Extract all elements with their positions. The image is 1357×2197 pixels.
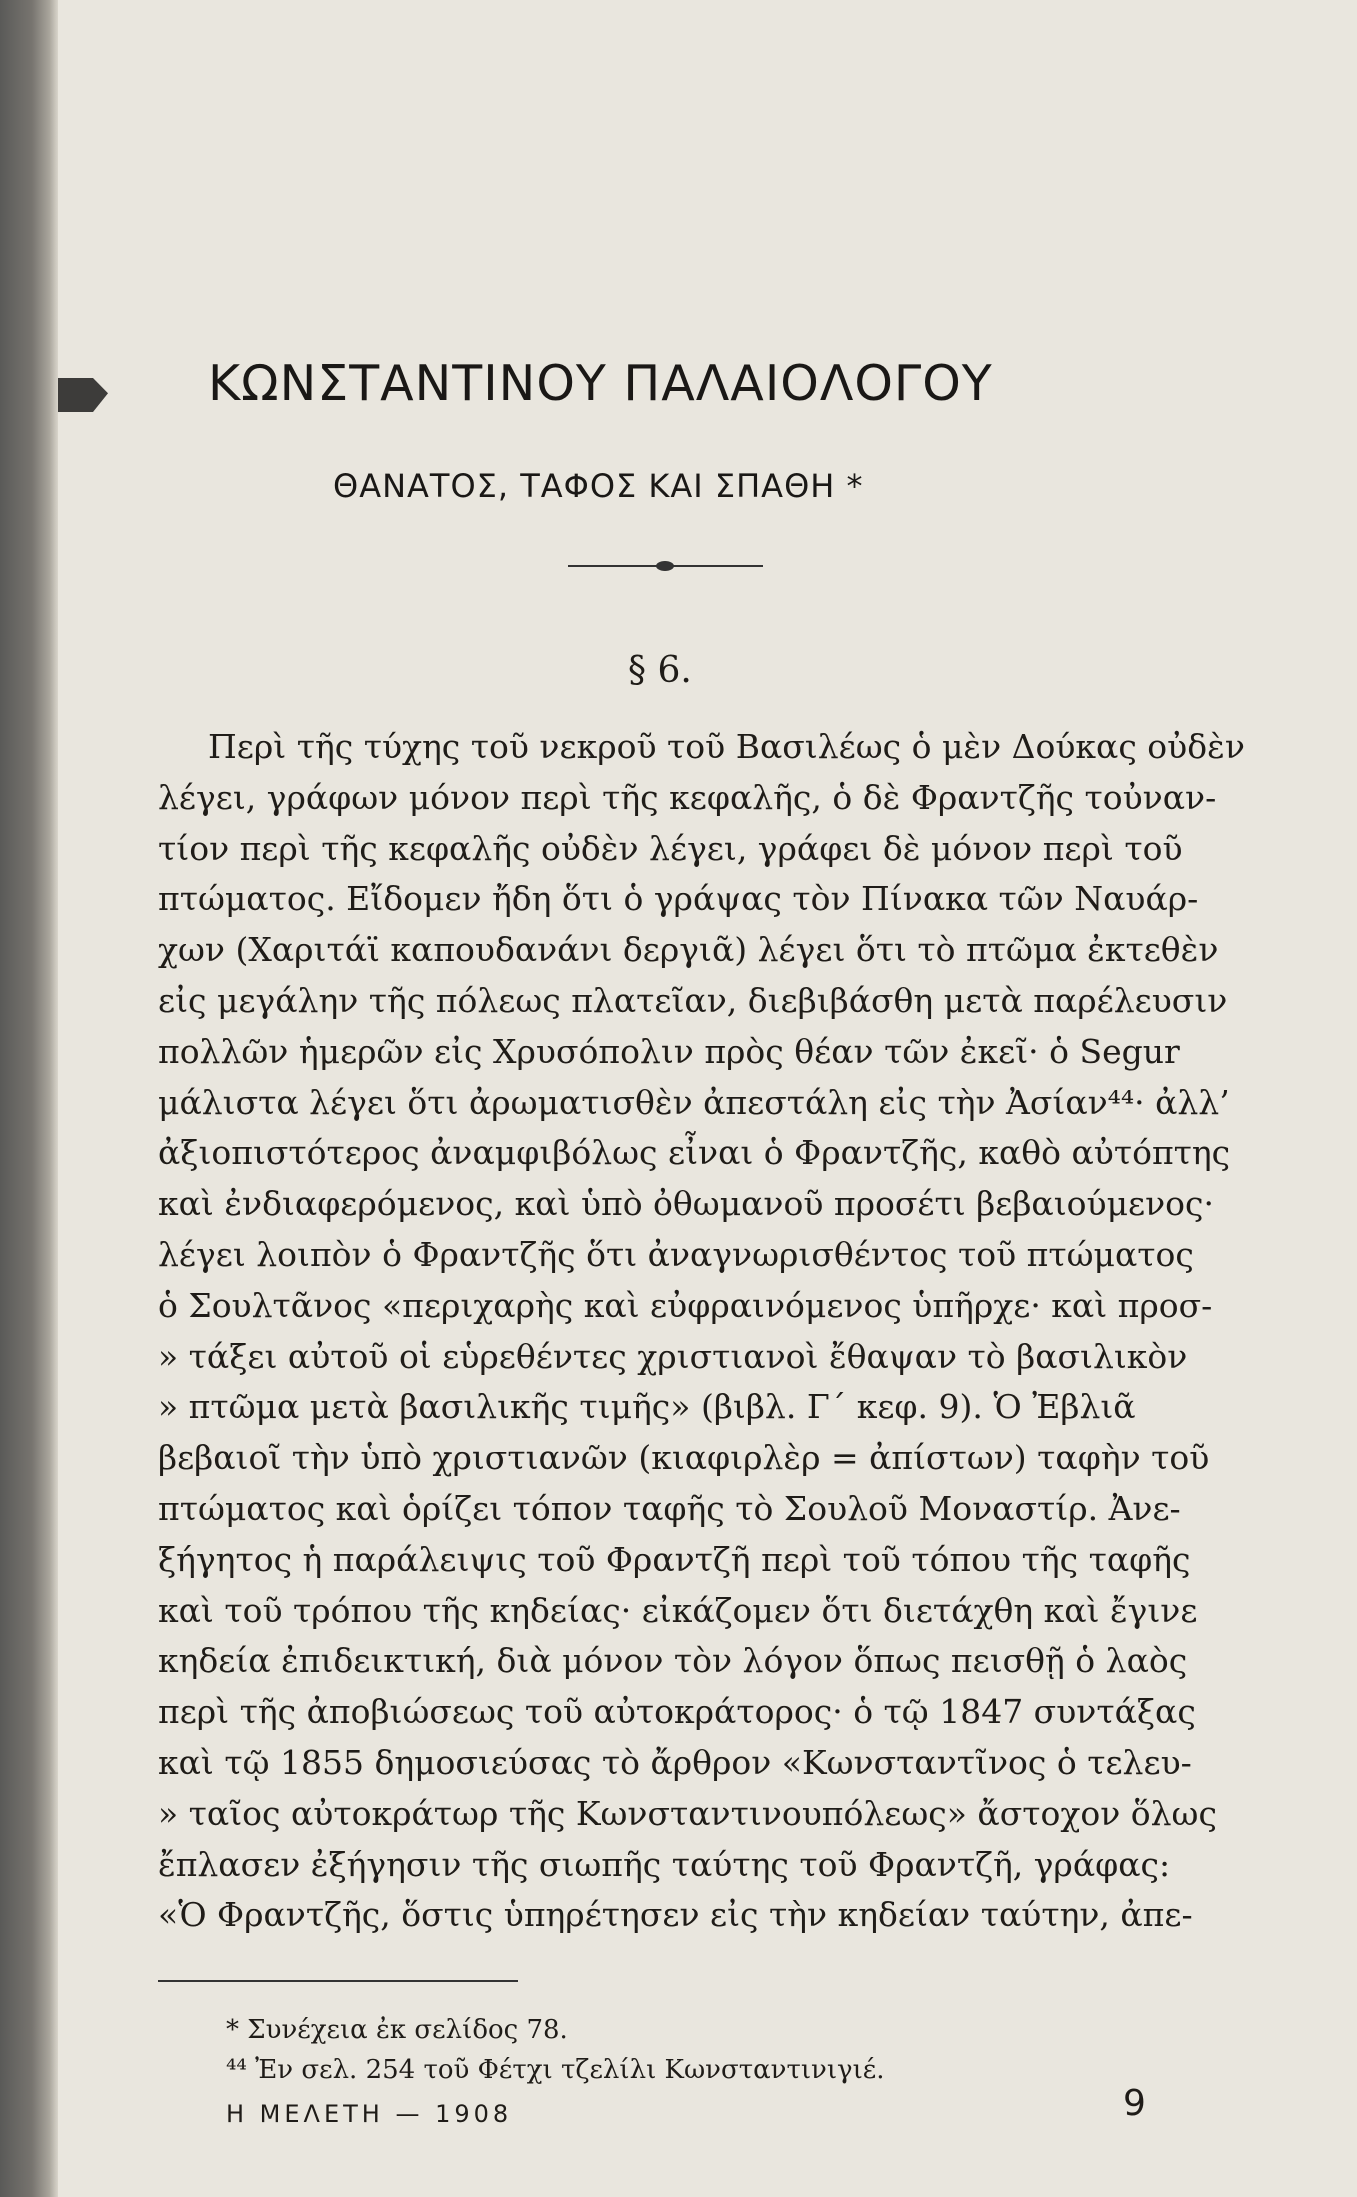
body-line: λέγει, γράφων μόνον περὶ τῆς κεφαλῆς, ὁ δὲ Φραντζῆς τοὐναν- [158,777,1217,817]
body-line: πτώματος καὶ ὁρίζει τόπον ταφῆς τὸ Σουλοῦ Μοναστίρ. Ἀνε- [158,1488,1181,1528]
binding-gutter [0,0,58,2197]
body-line: «Ὁ Φραντζῆς, ὅστις ὑπηρέτησεν εἰς τὴν κηδείαν ταύτην, ἀπε- [158,1895,1193,1935]
body-line: » ταῖος αὐτοκράτωρ τῆς Κωνσταντινουπόλεως» ἄστοχον ὅλως [158,1793,1217,1833]
body-line: καὶ τῷ 1855 δημοσιεύσας τὸ ἄρθρον «Κωνσταντῖνος ὁ τελευ- [158,1742,1192,1782]
body-line: εἰς μεγάλην τῆς πόλεως πλατεῖαν, διεβιβάσθη μετὰ παρέλευσιν [158,980,1228,1020]
body-line: λέγει λοιπὸν ὁ Φραντζῆς ὅτι ἀναγνωρισθέντος τοῦ πτώματος [158,1234,1194,1274]
body-line: πολλῶν ἡμερῶν εἰς Χρυσόπολιν πρὸς θέαν τῶν ἐκεῖ· ὁ Segur [158,1031,1180,1071]
ornamental-rule-dot [656,561,674,571]
footnote-divider [158,1980,518,1982]
body-line: Περὶ τῆς τύχης τοῦ νεκροῦ τοῦ Βασιλέως ὁ μὲν Δούκας οὐδὲν [208,727,1245,766]
section-number: § 6. [628,650,692,691]
page-number: 9 [1123,2083,1146,2124]
body-line: πτώματος. Εἴδομεν ἤδη ὅτι ὁ γράψας τὸν Πίνακα τῶν Ναυάρ- [158,879,1199,919]
body-line: ἔπλασεν ἐξήγησιν τῆς σιωπῆς ταύτης τοῦ Φραντζῆ, γράφας: [158,1844,1171,1884]
body-line: ὁ Σουλτᾶνος «περιχαρὴς καὶ εὐφραινόμενος ὑπῆρχε· καὶ προσ- [158,1285,1213,1325]
body-line: βεβαιοῖ τὴν ὑπὸ χριστιανῶν (κιαφιρλὲρ = ἀπίστων) ταφὴν τοῦ [158,1438,1210,1478]
body-line: ξήγητος ἡ παράλειψις τοῦ Φραντζῆ περὶ τοῦ τόπου τῆς ταφῆς [158,1539,1191,1579]
body-line: περὶ τῆς ἀποβιώσεως τοῦ αὐτοκράτορος· ὁ τῷ 1847 συντάξας [158,1692,1196,1732]
document-page [58,0,1357,2197]
footnote: * Συνέχεια ἐκ σελίδος 78. [226,2015,568,2045]
body-line: τίον περὶ τῆς κεφαλῆς οὐδὲν λέγει, γράφει δὲ μόνον περὶ τοῦ [158,828,1183,868]
article-title: ΚΩΝΣΤΑΝΤΙΝΟΥ ΠΑΛΑΙΟΛΟΓΟΥ [208,355,993,412]
article-subtitle: ΘΑΝΑΤΟΣ, ΤΑΦΟΣ ΚΑΙ ΣΠΑΘΗ * [333,467,864,505]
body-text [158,722,1298,1941]
body-line: κηδεία ἐπιδεικτική, διὰ μόνον τὸν λόγον ὅπως πεισθῇ ὁ λαὸς [158,1641,1188,1681]
body-line: χων (Χαριτάϊ καπουδανάνι δεργιᾶ) λέγει ὅτι τὸ πτῶμα ἐκτεθὲν [158,930,1219,970]
journal-footer: Η ΜΕΛΕΤΗ — 1908 [226,2100,513,2128]
body-line: μάλιστα λέγει ὅτι ἀρωματισθὲν ἀπεστάλη εἰς τὴν Ἀσίαν⁴⁴· ἀλλ’ [158,1082,1230,1122]
body-line: » πτῶμα μετὰ βασιλικῆς τιμῆς» (βιβλ. Γ΄ κεφ. 9). Ὁ Ἐβλιᾶ [158,1387,1136,1427]
body-line: » τάξει αὐτοῦ οἱ εὑρεθέντες χριστιανοὶ ἔθαψαν τὸ βασιλικὸν [158,1336,1188,1376]
body-line: καὶ ἐνδιαφερόμενος, καὶ ὑπὸ ὀθωμανοῦ προσέτι βεβαιούμενος· [158,1184,1215,1224]
body-line: καὶ τοῦ τρόπου τῆς κηδείας· εἰκάζομεν ὅτι διετάχθη καὶ ἔγινε [158,1590,1198,1630]
footnotes [226,2010,1226,2090]
body-line: ἀξιοπιστότερος ἀναμφιβόλως εἶναι ὁ Φραντζῆς, καθὸ αὐτόπτης [158,1133,1231,1173]
footnote: ⁴⁴ Ἐν σελ. 254 τοῦ Φέτχι τζελίλι Κωνσταντινιγιέ. [226,2055,885,2085]
